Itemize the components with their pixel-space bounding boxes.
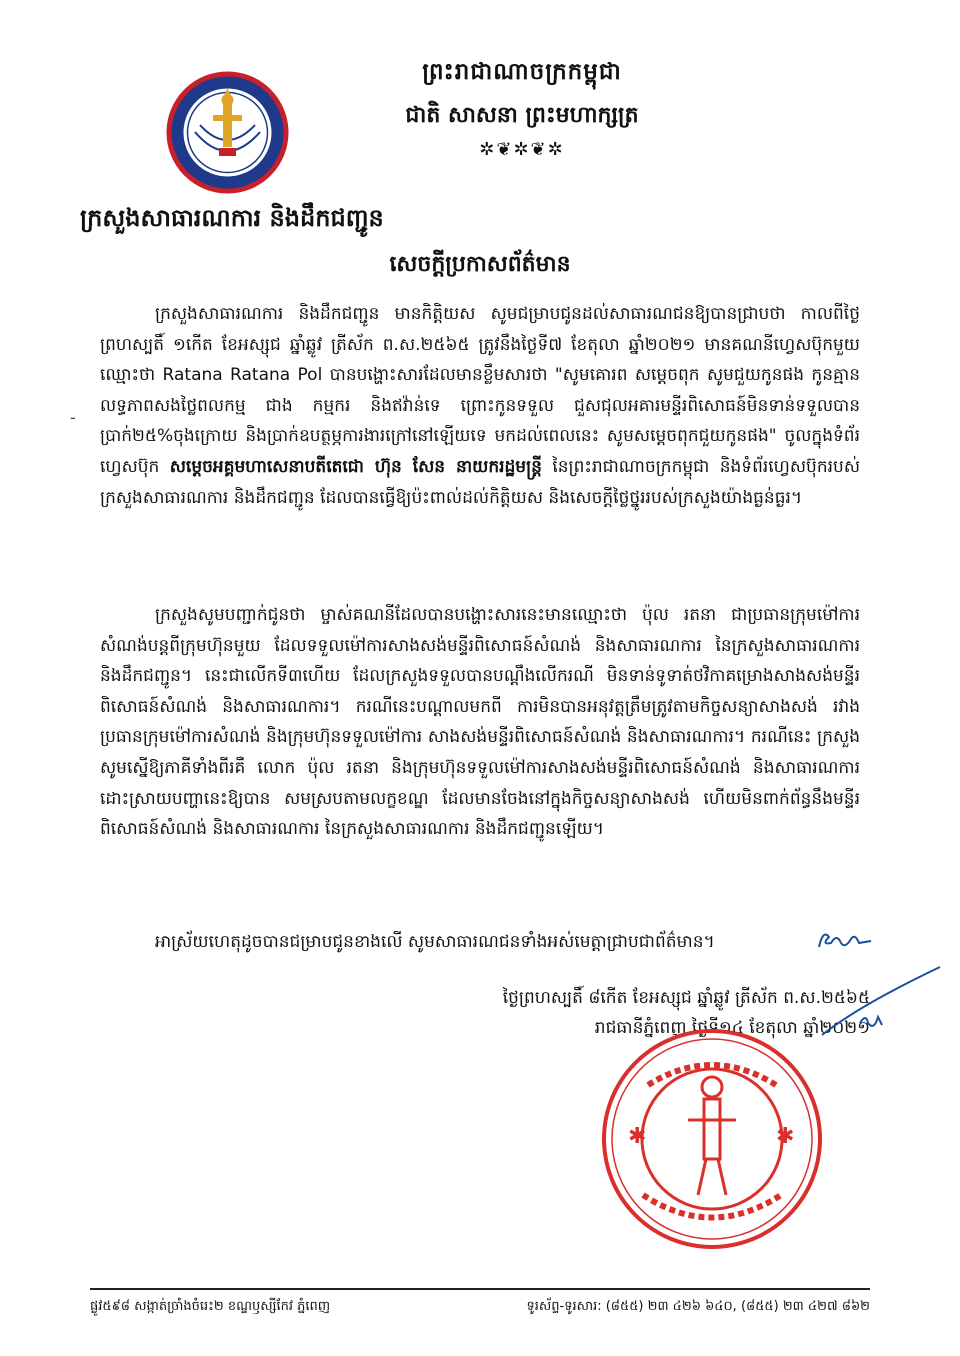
document-title: សេចក្តីប្រកាសព័ត៌មាន [389,251,571,277]
margin-mark: - [70,408,76,427]
paragraph-2: ក្រសួងសូមបញ្ជាក់ជូនថា ម្ចាស់គណនីដែលបានបង្ហោះសារនេះមានឈ្មោះថា ប៉ុល រតនា ជាប្រធានក្រុមម៉ៅការសំណង់បន្តពីក្រុមហ៊ុនមួយ ដែលទទួលម៉ៅការសាងសង់មន្ទីរពិសោធន៍សំណង់ និងសាធារណការ នៃក្រសួងសាធារណការ និងដឹកជញ្ជូន។ នេះជាលើកទី៣ហើយ ដែលក្រសួងទទួលបានបណ្តឹងលើករណី មិនទាន់ទូទាត់ថវិកាគម្រោងសាងសង់មន្ទីរពិសោធន៍សំណង់ និងសាធារណការ។ ករណីនេះបណ្តាលមកពី ការមិនបានអនុវត្តត្រឹមត្រូវតាមកិច្ចសន្យាសាងសង់ រវាងប្រធានក្រុមម៉ៅការសំណង់ និងក្រុមហ៊ុនទទួលម៉ៅការ សាងសង់មន្ទីរពិសោធន៍សំណង់ និងសាធារណការ។ ករណីនេះ ក្រសួងសូមស្នើឱ្យភាគីទាំងពីរគឺ លោក ប៉ុល រតនា និងក្រុមហ៊ុនទទួលម៉ៅការសាងសង់មន្ទីរពិសោធន៍សំណង់ និងសាធារណការ ដោះស្រាយបញ្ហានេះឱ្យបាន សមស្របតាមលក្ខខណ្ឌ ដែលមានចែងនៅក្នុងកិច្ចសន្យាសាងសង់ ហើយមិនពាក់ព័ន្ធនឹងមន្ទីរពិសោធន៍សំណង់ និងសាធារណការ នៃក្រសួងសាធារណការ និងដឹកជញ្ជូនឡើយ។ [100,605,860,840]
kingdom-title: ព្រះរាជាណាចក្រកម្ពុជា [422,58,622,85]
national-motto: ជាតិ សាសនា ព្រះមហាក្សត្រ [405,102,639,128]
prime-minister-name: សម្តេចអគ្គមហាសេនាបតីតេជោ ហ៊ុន សែន នាយករដ្ឋមន្ត្រី [169,456,542,477]
lunar-date: ថ្ងៃព្រហស្បតិ៍ ៨កើត ខែអស្សុជ ឆ្នាំឆ្លូវ ត្រីស័ក ព.ស.២៥៦៥ [502,988,870,1008]
footer-phone: ទូរស័ព្ទ-ទូរសារ: (៨៥៥) ២៣ ៤២៦ ៦៤០, (៨៥៥) ២៣ ៤២៧ ៨៦២ [526,1299,870,1314]
footer-address: ផ្លូវ៥៩៨ សង្កាត់ច្រាំងចំរេះ២ ខណ្ឌឫស្សីកែវ ភ្នំពេញ [90,1299,331,1314]
ministry-name: ក្រសួងសាធារណការ និងដឹកជញ្ជូន [80,203,384,232]
paragraph-1 [100,299,860,513]
svg-text:✱: ✱ [628,1124,647,1149]
paragraph-1-text-end: នៃព្រះរាជាណាចក្រកម្ពុជា និងទំព័រហ្វេសប៊ុករបស់ក្រសួងសាធារណការ និងដឹកជញ្ជូន ដែលបានធ្វើឱ្យប៉ះពាល់ដល់កិត្តិយស និងសេចក្តីថ្លៃថ្នូររបស់ក្រសួងយ៉ាងធ្ងន់ធ្ងរ។ [100,456,861,508]
svg-text:✱: ✱ [776,1124,795,1149]
initial-signature [815,925,875,955]
paragraph-3: អាស្រ័យហេតុដូចបានជម្រាបជូនខាងលើ សូមសាធារណជនទាំងអស់មេត្តាជ្រាបជាព័ត៌មាន។ [155,932,715,952]
paragraph-1-text: ក្រសួងសាធារណការ និងដឹកជញ្ជូន មានកិត្តិយស សូមជម្រាបជូនដល់សាធារណជនឱ្យបានជ្រាបថា កាលពីថ្ងៃព្រហស្បតិ៍ ១កើត ខែអស្សុជ ឆ្នាំឆ្លូវ ត្រីស័ក ព.ស.២៥៦៥ ត្រូវនឹងថ្ងៃទី៧ ខែតុលា ឆ្នាំ២០២១ មានគណនីហ្វេសប៊ុកមួយឈ្មោះថា Ratana Ratana Pol បានបង្ហោះសារដែលមានខ្លឹមសារថា "សូមគោរព សម្តេចពុក សូមជួយកូនផង កូនគ្មានលទ្ធភាពសងថ្លៃពលកម្ម ជាង កម្មករ និងឥវ៉ាន់ទេ ព្រោះកូនទទួល ជួសជុលអគារមន្ទីរពិសោធន៍មិនទាន់ទទួលបានប្រាក់២៥%ចុងក្រោយ និងប្រាក់ឧបត្ថម្ភការងារក្រៅនៅឡើយទេ មកដល់ពេលនេះ សូមសម្តេចពុកជួយកូនផង" ចូលក្នុងទំព័រហ្វេសប៊ុក [100,304,860,477]
official-stamp [598,1025,826,1253]
kingdom-header [392,58,652,160]
ministry-logo [165,70,290,195]
official-signature [820,965,950,1040]
solar-date: រាជធានីភ្នំពេញ ថ្ងៃទី១៤ ខែតុលា ឆ្នាំ២០២១ [594,1018,870,1038]
footer-divider [90,1288,870,1290]
ornament-divider: ✲❦✲❦✲ [479,139,565,160]
